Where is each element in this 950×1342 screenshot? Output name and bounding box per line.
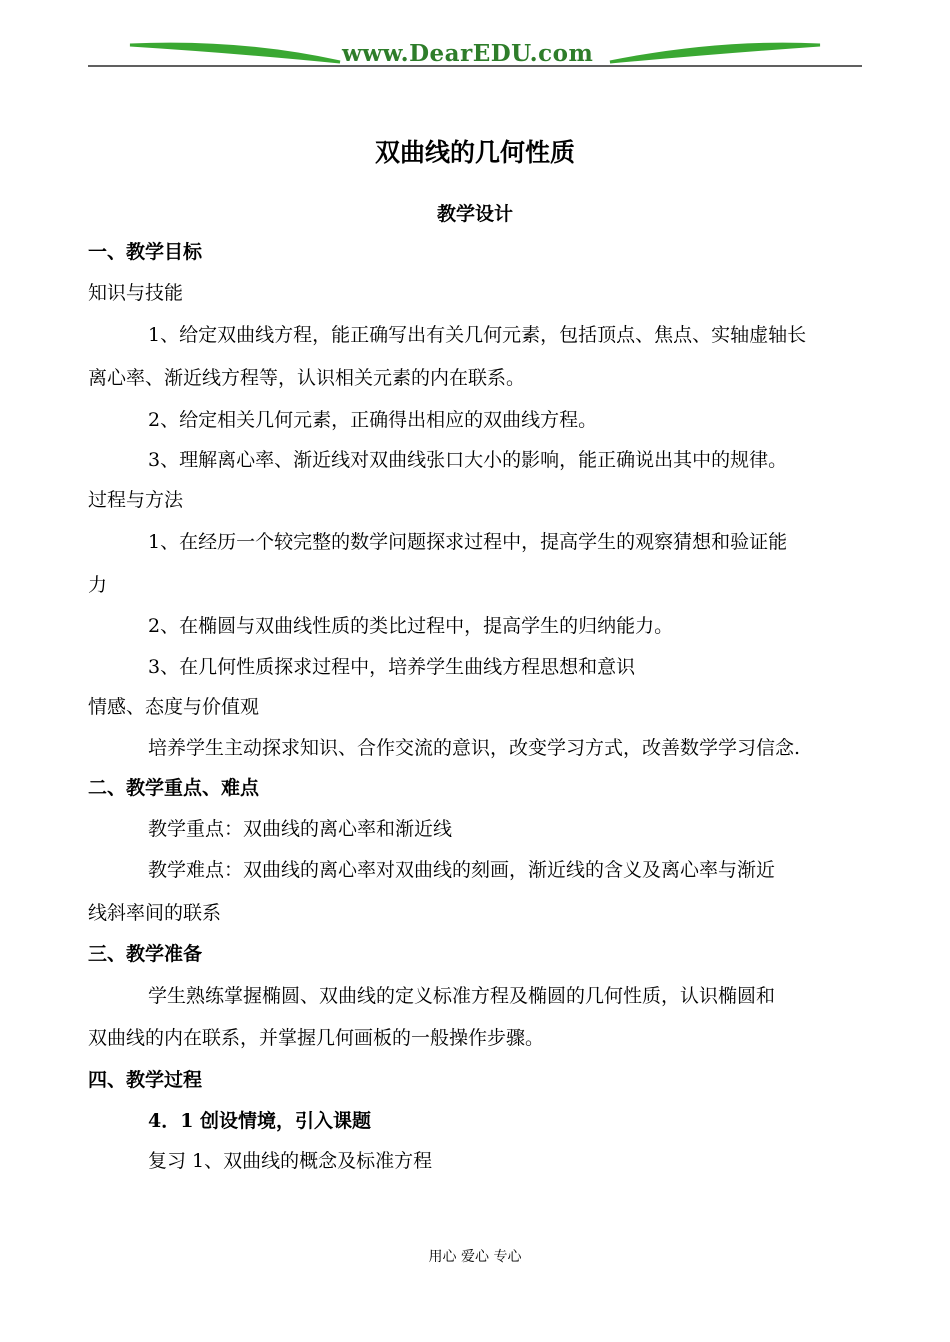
subheading-emotion: 情感、态度与价值观	[88, 696, 260, 718]
right-swoosh	[610, 44, 820, 62]
paragraph-line: 2、给定相关几何元素，正确得出相应的双曲线方程。	[148, 409, 598, 431]
paragraph-line: 学生熟练掌握椭圆、双曲线的定义标准方程及椭圆的几何性质，认识椭圆和	[148, 985, 776, 1007]
subheading-knowledge: 知识与技能	[88, 282, 184, 304]
paragraph-line: 教学难点：双曲线的离心率对双曲线的刻画，渐近线的含义及离心率与渐近	[148, 859, 776, 881]
paragraph-line: 复习 1、双曲线的概念及标准方程	[148, 1150, 433, 1172]
document-title: 双曲线的几何性质	[374, 138, 575, 167]
page-header	[0, 0, 950, 80]
section-heading-key-points: 二、教学重点、难点	[88, 777, 260, 799]
paragraph-line: 双曲线的内在联系，并掌握几何画板的一般操作步骤。	[88, 1027, 545, 1049]
paragraph-line: 2、在椭圆与双曲线性质的类比过程中，提高学生的归纳能力。	[148, 615, 674, 637]
document-subtitle: 教学设计	[436, 203, 513, 225]
paragraph-line: 线斜率间的联系	[88, 902, 222, 924]
paragraph-line: 力	[88, 574, 108, 596]
subsection-heading: 4．1 创设情境，引入课题	[148, 1110, 372, 1132]
paragraph-line: 培养学生主动探求知识、合作交流的意识，改变学习方式，改善数学学习信念.	[148, 737, 801, 759]
paragraph-line: 1、在经历一个较完整的数学问题探求过程中，提高学生的观察猜想和验证能	[148, 531, 788, 553]
paragraph-line: 3、在几何性质探求过程中，培养学生曲线方程思想和意识	[148, 656, 636, 678]
left-swoosh	[130, 44, 340, 62]
section-heading-process: 四、教学过程	[88, 1069, 203, 1091]
paragraph-line: 离心率、渐近线方程等，认识相关元素的内在联系。	[88, 367, 526, 389]
paragraph-line: 1、给定双曲线方程，能正确写出有关几何元素，包括顶点、焦点、实轴虚轴长	[148, 324, 807, 346]
site-logo-text: www.DearEDU.com	[342, 40, 594, 67]
paragraph-line: 教学重点：双曲线的离心率和渐近线	[148, 818, 453, 840]
section-heading-objectives: 一、教学目标	[88, 241, 203, 263]
subheading-process: 过程与方法	[88, 489, 184, 511]
section-heading-preparation: 三、教学准备	[88, 943, 203, 965]
page-footer: 用心 爱心 专心	[428, 1249, 522, 1265]
paragraph-line: 3、理解离心率、渐近线对双曲线张口大小的影响，能正确说出其中的规律。	[148, 449, 788, 471]
